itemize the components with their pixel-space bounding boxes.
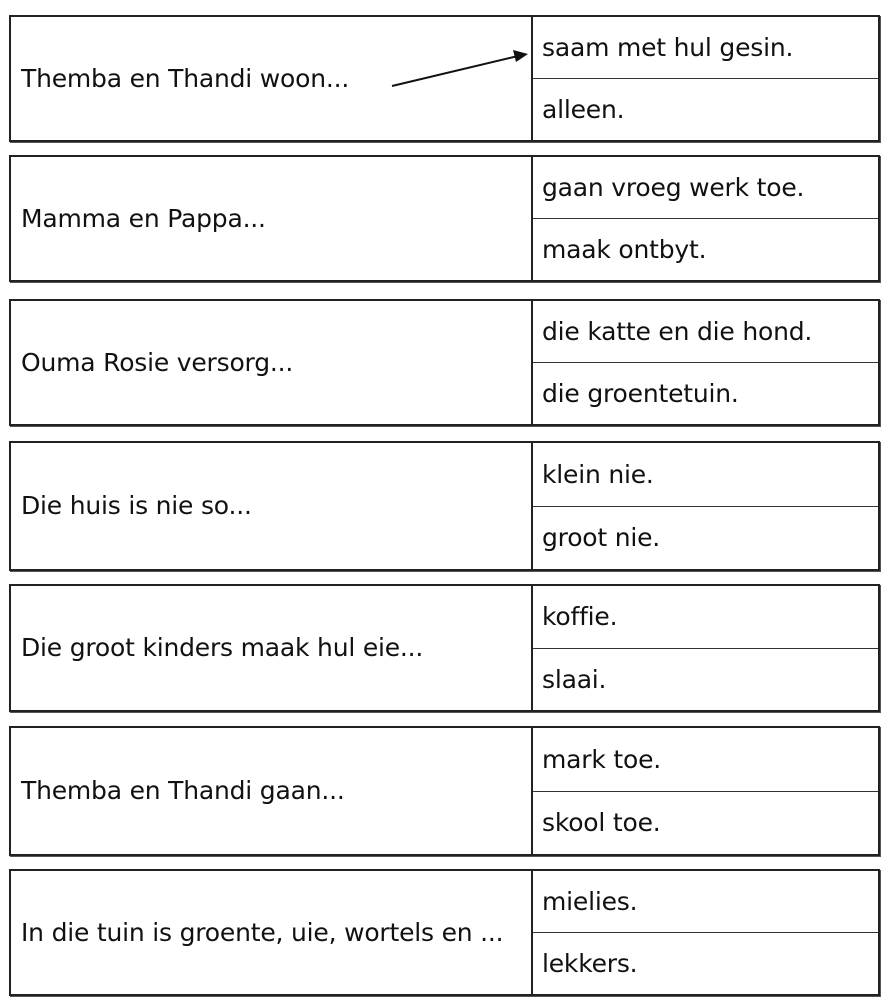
- option-cell[interactable]: saam met hul gesin.: [542, 33, 794, 62]
- sentence-stem: Die huis is nie so...: [11, 443, 533, 569]
- option-cell[interactable]: alleen.: [533, 78, 878, 140]
- match-row-5: [9, 584, 880, 712]
- option-cell[interactable]: mark toe.: [542, 744, 662, 774]
- option-cell[interactable]: gaan vroeg werk toe.: [542, 173, 805, 202]
- match-row-3: [9, 299, 880, 426]
- sentence-stem: Themba en Thandi woon...: [11, 17, 533, 140]
- match-row-6: [9, 726, 880, 856]
- option-cell[interactable]: die groentetuin.: [533, 362, 878, 424]
- option-cell[interactable]: die katte en die hond.: [542, 317, 813, 346]
- sentence-stem: Mamma en Pappa...: [11, 157, 533, 280]
- sentence-stem: Ouma Rosie versorg...: [11, 301, 533, 424]
- option-group: [533, 871, 878, 994]
- option-cell[interactable]: koffie.: [542, 602, 618, 632]
- option-group: [533, 157, 878, 280]
- option-cell[interactable]: klein nie.: [542, 459, 654, 489]
- match-row-7: [9, 869, 880, 996]
- option-cell[interactable]: slaai.: [533, 648, 878, 711]
- option-group: [533, 728, 878, 854]
- option-cell[interactable]: mielies.: [542, 887, 638, 916]
- sentence-stem: In die tuin is groente, uie, wortels en ...: [11, 871, 533, 994]
- option-group: [533, 443, 878, 569]
- option-group: [533, 586, 878, 710]
- option-cell[interactable]: skool toe.: [533, 791, 878, 855]
- option-group: [533, 301, 878, 424]
- match-row-2: [9, 155, 880, 282]
- option-cell[interactable]: groot nie.: [533, 506, 878, 570]
- match-row-1: [9, 15, 880, 142]
- sentence-stem: Themba en Thandi gaan...: [11, 728, 533, 854]
- option-cell[interactable]: lekkers.: [533, 932, 878, 994]
- sentence-stem: Die groot kinders maak hul eie...: [11, 586, 533, 710]
- option-cell[interactable]: maak ontbyt.: [533, 218, 878, 280]
- match-row-4: [9, 441, 880, 571]
- option-group: [533, 17, 878, 140]
